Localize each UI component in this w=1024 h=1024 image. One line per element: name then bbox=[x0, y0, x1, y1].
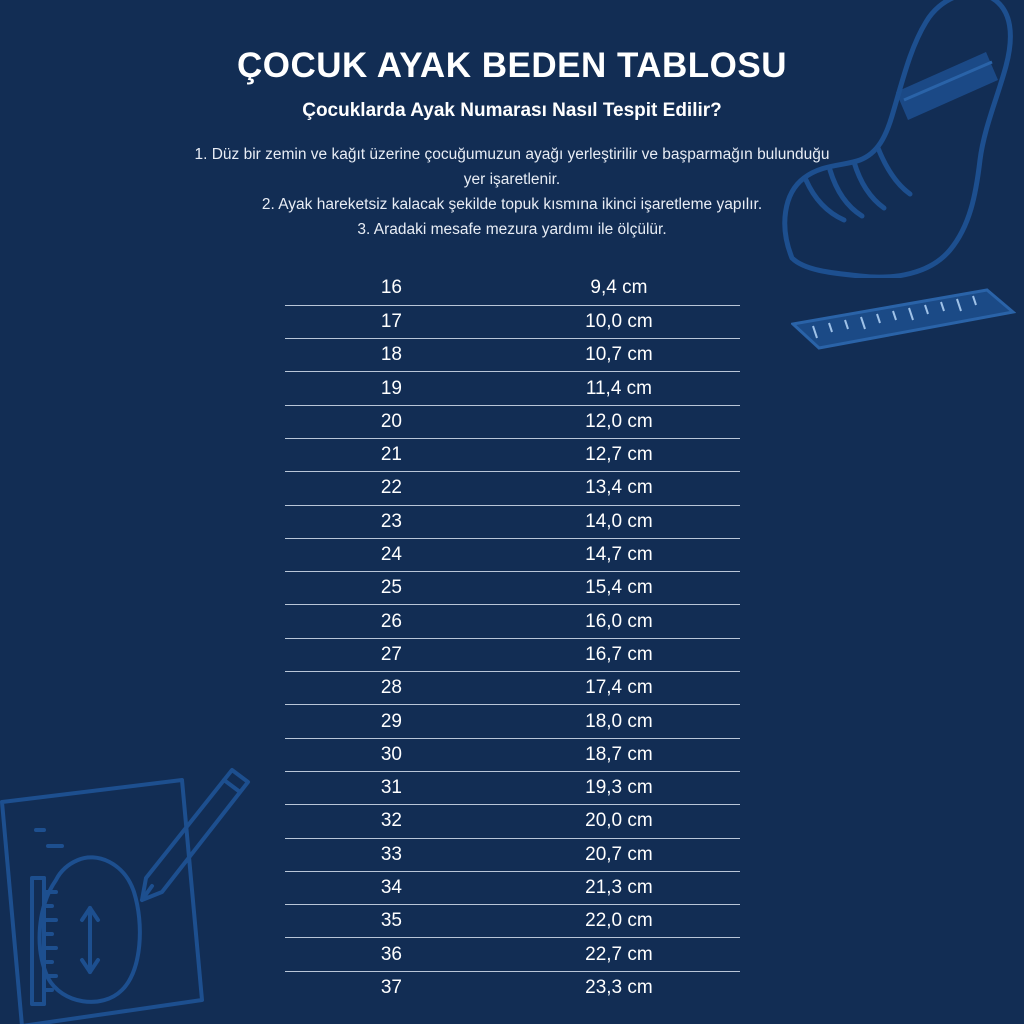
table-row bbox=[285, 405, 740, 438]
table-row bbox=[285, 672, 740, 705]
length-value: 18,0 cm bbox=[498, 705, 739, 738]
size-value: 26 bbox=[285, 605, 499, 638]
length-value: 22,0 cm bbox=[498, 905, 739, 938]
table-row bbox=[285, 605, 740, 638]
table-row bbox=[285, 505, 740, 538]
size-value: 21 bbox=[285, 438, 499, 471]
table-row bbox=[285, 638, 740, 671]
instruction-step: 1. Düz bir zemin ve kağıt üzerine çocuğumuzun ayağı yerleştirilir ve başparmağın bulunduğu yer işaretlenir. bbox=[194, 146, 830, 189]
length-value: 20,7 cm bbox=[498, 838, 739, 871]
table-row bbox=[285, 272, 740, 305]
length-value: 10,0 cm bbox=[498, 305, 739, 338]
size-value: 29 bbox=[285, 705, 499, 738]
table-row bbox=[285, 771, 740, 804]
length-value: 13,4 cm bbox=[498, 472, 739, 505]
size-value: 36 bbox=[285, 938, 499, 971]
size-value: 16 bbox=[285, 272, 499, 305]
table-row bbox=[285, 938, 740, 971]
size-table-wrapper bbox=[0, 272, 1024, 1005]
size-value: 34 bbox=[285, 871, 499, 904]
instruction-step: 3. Aradaki mesafe mezura yardımı ile ölçülür. bbox=[357, 221, 667, 239]
table-row bbox=[285, 572, 740, 605]
table-row bbox=[285, 805, 740, 838]
table-row bbox=[285, 838, 740, 871]
length-value: 16,0 cm bbox=[498, 605, 739, 638]
table-row bbox=[285, 372, 740, 405]
size-value: 31 bbox=[285, 771, 499, 804]
table-row bbox=[285, 905, 740, 938]
size-value: 24 bbox=[285, 538, 499, 571]
table-row bbox=[285, 305, 740, 338]
length-value: 14,7 cm bbox=[498, 538, 739, 571]
size-table bbox=[285, 272, 740, 1005]
length-value: 19,3 cm bbox=[498, 771, 739, 804]
length-value: 20,0 cm bbox=[498, 805, 739, 838]
size-value: 23 bbox=[285, 505, 499, 538]
size-value: 17 bbox=[285, 305, 499, 338]
table-row bbox=[285, 971, 740, 1004]
table-row bbox=[285, 705, 740, 738]
size-table-body bbox=[285, 272, 740, 1005]
page-subtitle: Çocuklarda Ayak Numarası Nasıl Tespit Edilir? bbox=[302, 100, 722, 121]
length-value: 15,4 cm bbox=[498, 572, 739, 605]
table-row bbox=[285, 871, 740, 904]
length-value: 17,4 cm bbox=[498, 672, 739, 705]
size-value: 33 bbox=[285, 838, 499, 871]
size-value: 20 bbox=[285, 405, 499, 438]
size-value: 19 bbox=[285, 372, 499, 405]
table-row bbox=[285, 538, 740, 571]
length-value: 12,0 cm bbox=[498, 405, 739, 438]
table-row bbox=[285, 438, 740, 471]
length-value: 14,0 cm bbox=[498, 505, 739, 538]
instruction-list bbox=[182, 142, 842, 242]
size-value: 25 bbox=[285, 572, 499, 605]
table-row bbox=[285, 339, 740, 372]
length-value: 9,4 cm bbox=[498, 272, 739, 305]
size-value: 18 bbox=[285, 339, 499, 372]
length-value: 12,7 cm bbox=[498, 438, 739, 471]
table-row bbox=[285, 738, 740, 771]
size-value: 37 bbox=[380, 977, 402, 999]
length-value: 22,7 cm bbox=[498, 938, 739, 971]
length-value: 18,7 cm bbox=[498, 738, 739, 771]
length-value: 10,7 cm bbox=[498, 339, 739, 372]
length-value: 16,7 cm bbox=[498, 638, 739, 671]
size-value: 30 bbox=[285, 738, 499, 771]
page-title: ÇOCUK AYAK BEDEN TABLOSU bbox=[236, 46, 788, 85]
table-row bbox=[285, 472, 740, 505]
header bbox=[0, 0, 1024, 242]
size-value: 27 bbox=[285, 638, 499, 671]
length-value: 23,3 cm bbox=[585, 977, 653, 999]
size-value: 32 bbox=[285, 805, 499, 838]
length-value: 21,3 cm bbox=[498, 871, 739, 904]
size-value: 35 bbox=[285, 905, 499, 938]
size-value: 22 bbox=[285, 472, 499, 505]
instruction-step: 2. Ayak hareketsiz kalacak şekilde topuk kısmına ikinci işaretleme yapılır. bbox=[261, 196, 763, 214]
size-value: 28 bbox=[285, 672, 499, 705]
length-value: 11,4 cm bbox=[498, 372, 739, 405]
